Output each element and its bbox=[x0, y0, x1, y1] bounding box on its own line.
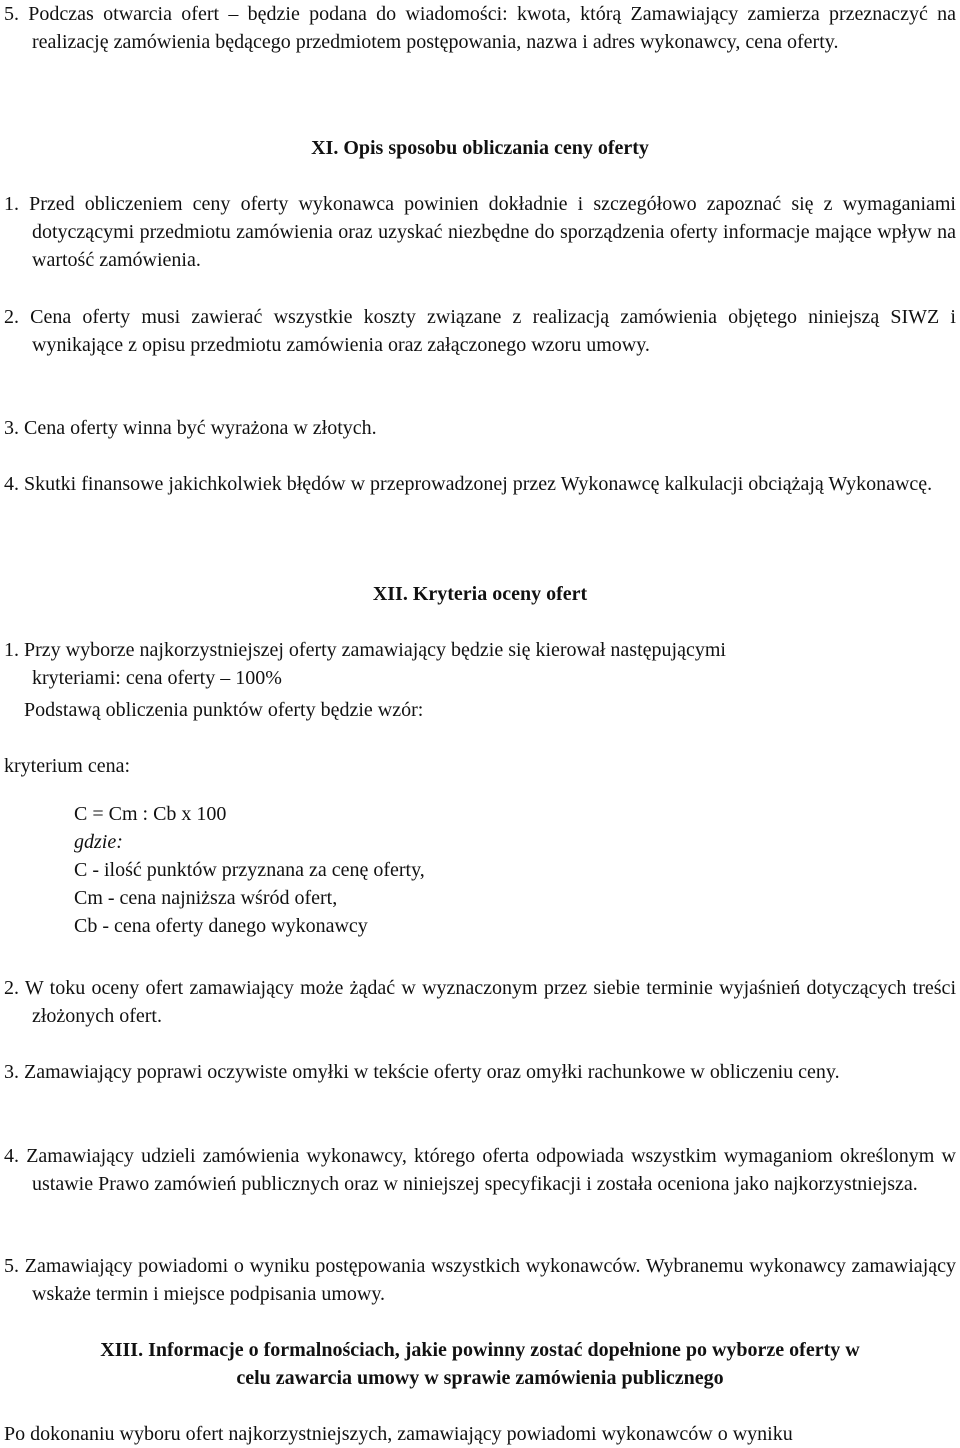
definition-cm: Cm - cena najniższa wśród ofert, bbox=[74, 887, 338, 909]
definition-c: C - ilość punktów przyznana za cenę oferty, bbox=[74, 859, 425, 881]
section-xii-paragraph-1-line-1: 1. Przy wyborze najkorzystniejszej oferty zamawiający będzie się kierował następującymi bbox=[4, 639, 726, 661]
section-xi-paragraph-1: 1. Przed obliczeniem ceny oferty wykonawca powinien dokładnie i szczegółowo zapoznać się z wymaganiami dotyczącymi przedmiotu zamówienia oraz uzyskać niezbędne do sporządzenia oferty informacje mające wpływ na wartość zamówienia. bbox=[4, 193, 956, 271]
criterion-label: kryterium cena: bbox=[4, 755, 131, 777]
formula-where-label: gdzie: bbox=[74, 831, 123, 853]
section-xi-paragraph-3: 3. Cena oferty winna być wyrażona w złotych. bbox=[4, 417, 377, 439]
section-xii-paragraph-5: 5. Zamawiający powiadomi o wyniku postępowania wszystkich wykonawców. Wybranemu wykonawcy zamawiający wskaże termin i miejsce podpisania umowy. bbox=[4, 1255, 956, 1305]
section-xi-paragraph-4: 4. Skutki finansowe jakichkolwiek błędów w przeprowadzonej przez Wykonawcę kalkulacji obciążają Wykonawcę. bbox=[4, 473, 933, 495]
paragraph-5-opening: 5. Podczas otwarcia ofert – będzie podana do wiadomości: kwota, którą Zamawiający zamierza przeznaczyć na realizację zamówienia będącego przedmiotem postępowania, nazwa i adres wykonawcy, cena oferty. bbox=[4, 3, 956, 53]
section-xii-title: XII. Kryteria oceny ofert bbox=[372, 583, 588, 605]
section-xii-paragraph-4: 4. Zamawiający udzieli zamówienia wykonawcy, którego oferta odpowiada wszystkim wymaganiom określonym w ustawie Prawo zamówień publicznych oraz w niniejszej specyfikacji i została oceniona jako najkorzystniejsza. bbox=[4, 1145, 956, 1195]
formula-basis: Podstawą obliczenia punktów oferty będzie wzór: bbox=[24, 699, 424, 721]
section-xii-paragraph-2: 2. W toku oceny ofert zamawiający może żądać w wyznaczonym przez siebie terminie wyjaśnień dotyczących treści złożonych ofert. bbox=[4, 977, 956, 1027]
section-xii-paragraph-3: 3. Zamawiający poprawi oczywiste omyłki w tekście oferty oraz omyłki rachunkowe w obliczeniu ceny. bbox=[4, 1061, 840, 1083]
definition-cb: Cb - cena oferty danego wykonawcy bbox=[74, 915, 368, 937]
price-formula: C = Cm : Cb x 100 bbox=[74, 803, 227, 825]
section-xi-paragraph-2: 2. Cena oferty musi zawierać wszystkie koszty związane z realizacją zamówienia objętego niniejszą SIWZ i wynikające z opisu przedmiotu zamówienia oraz załączonego wzoru umowy. bbox=[4, 306, 956, 356]
section-xiii-paragraph-start: Po dokonaniu wyboru ofert najkorzystniejszych, zamawiający powiadomi wykonawców o wyniku bbox=[4, 1423, 793, 1445]
section-xiii-title-line-1: XIII. Informacje o formalnościach, jakie powinny zostać dopełnione po wyborze oferty w bbox=[100, 1339, 860, 1361]
section-xii-paragraph-1-line-2: kryteriami: cena oferty – 100% bbox=[32, 667, 282, 689]
section-xi-title: XI. Opis sposobu obliczania ceny oferty bbox=[311, 137, 649, 159]
section-xiii-title-line-2: celu zawarcia umowy w sprawie zamówienia publicznego bbox=[236, 1367, 724, 1389]
